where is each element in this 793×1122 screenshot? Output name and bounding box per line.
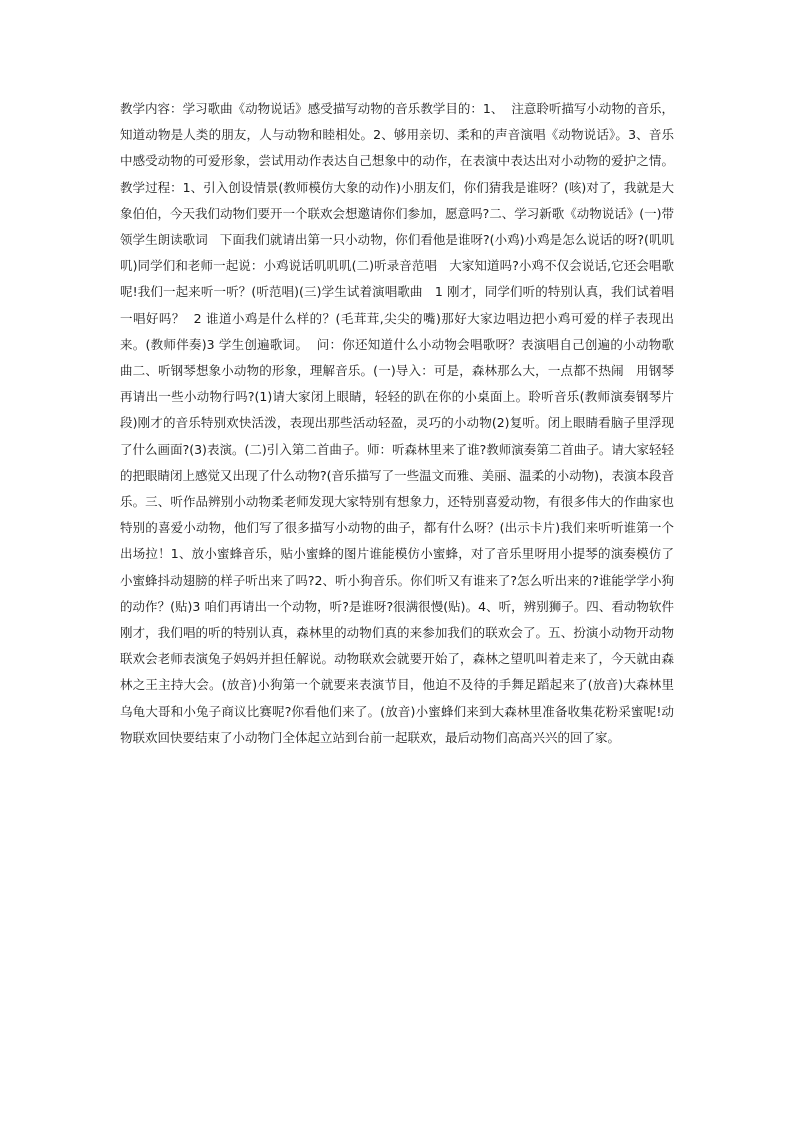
lesson-plan-text: 教学内容：学习歌曲《动物说话》感受描写动物的音乐教学目的：1、 注意聆听描写小动物的音乐，知道动物是人类的朋友，人与动物和睦相处。2、够用亲切、柔和的声音演唱《动物说话》。3、音乐中感受动物的可爱形象，尝试用动作表达自己想象中的动作，在表演中表达出对小动物的爱护之情。教学过程：1、引入创设情景(教师模仿大象的动作)小朋友们，你们猜我是谁呀？(咳)对了，我就是大象伯伯，今天我们动物们要开一个联欢会想邀请你们参加，愿意吗?二、学习新歌《动物说话》(一)带领学生朗读歌词 下面我们就请出第一只小动物，你们看他是谁呀?(小鸡)小鸡是怎么说话的呀?(叽叽叽)同学们和老师一起说：小鸡说话叽叽叽(二)听录音范唱 大家知道吗?小鸡不仅会说话,它还会唱歌呢!我们一起来听一听？(听范唱)(三)学生试着演唱歌曲 1 刚才，同学们听的特别认真，我们试着唱一唱好吗？ 2 谁道小鸡是什么样的？(毛茸茸,尖尖的嘴)那好大家边唱边把小鸡可爱的样子表现出来。(教师伴奏)3 学生创遍歌词。 问：你还知道什么小动物会唱歌呀？表演唱自己创遍的小动物歌曲二、听钢琴想象小动物的形象，理解音乐。(一)导入：可是，森林那么大，一点都不热闹 用钢琴再请出一些小动物行吗?(1)请大家闭上眼睛，轻轻的趴在你的小桌面上。聆听音乐(教师演奏钢琴片段)刚才的音乐特别欢快活泼，表现出那些活动轻盈，灵巧的小动物(2)复听。闭上眼睛看脑子里浮现了什么画面?(3)表演。(二)引入第二首曲子。师：听森林里来了谁?教师演奏第二首曲子。请大家轻轻的把眼睛闭上感觉又出现了什么动物?(音乐描写了一些温文而雅、美丽、温柔的小动物)，表演本段音乐。三、听作品辨别小动物柔老师发现大家特别有想象力，还特别喜爱动物，有很多伟大的作曲家也特别的喜爱小动物，他们写了很多描写小动物的曲子，都有什么呀？(出示卡片)我们来听听谁第一个出场拉！1、放小蜜蜂音乐，贴小蜜蜂的图片谁能模仿小蜜蜂，对了音乐里呀用小提琴的演奏模仿了小蜜蜂抖动翅膀的样子听出来了吗?2、听小狗音乐。你们听又有谁来了?怎么听出来的?谁能学学小狗的动作？(贴)3 咱们再请出一个动物，听?是谁呀?很满很慢(贴)。4、听，辨别狮子。四、看动物软件 刚才，我们唱的听的特别认真，森林里的动物们真的来参加我们的联欢会了。五、扮演小动物开动物联欢会老师表演兔子妈妈并担任解说。动物联欢会就要开始了，森林之望叽叫着走来了，今天就由森林之王主持大会。(放音)小狗第一个就要来表演节目，他迫不及待的手舞足蹈起来了(放音)大森林里乌龟大哥和小兔子商议比赛呢?你看他们来了。(放音)小蜜蜂们来到大森林里准备收集花粉采蜜呢!动物联欢回快要结束了小动物门全体起立站到台前一起联欢，最后动物们高高兴兴的回了家。 (120, 101, 686, 745)
